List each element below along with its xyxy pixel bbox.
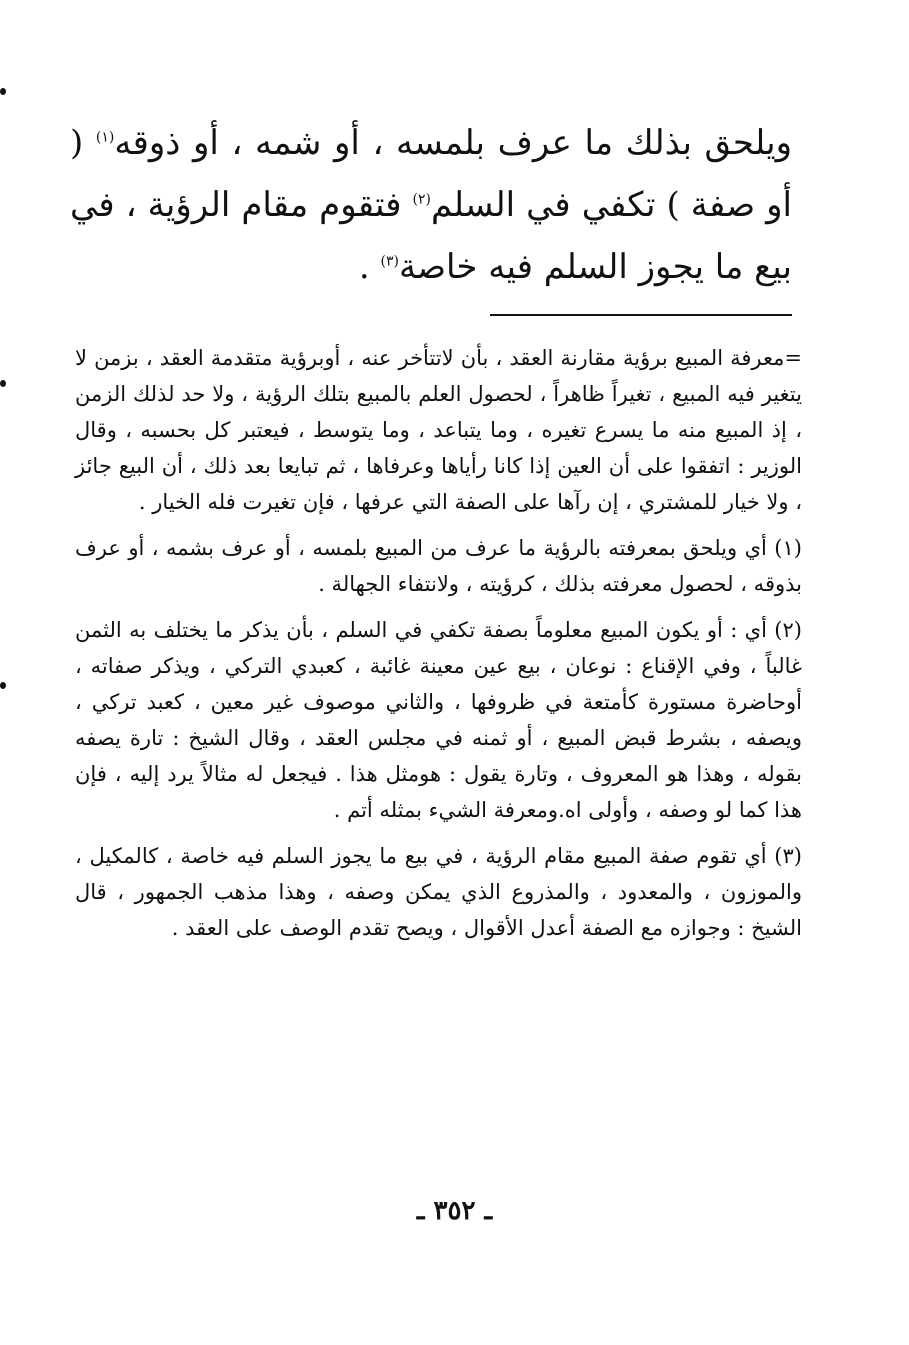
footnote-continuation: =معرفة المبيع برؤية مقارنة العقد ، بأن لاتتأخر عنه ، أوبرؤية متقدمة العقد ، بزمن لا يتغير فيه المبيع ، تغيراً ظاهراً ، لحصول العلم بالمبيع بتلك الرؤية ، ولا حد لذلك الزمن ، إذ المبيع منه ما يسرع تغيره ، وما يتباعد ، وما يتوسط ، فيعتبر كل بحسبه ، وقال الوزير : اتفقوا على أن العين إذا كانا رأياها وعرفاها ، ثم تبايعا بعد ذلك ، أن البيع جائز ، ولا خيار للمشتري ، إن رآها على الصفة التي عرفها ، فإن تغيرت فله الخيار . [75, 346, 802, 514]
footnote-ref-1: (١) [95, 129, 115, 146]
footnote-separator [490, 314, 792, 316]
footnote-3: (٣) أي تقوم صفة المبيع مقام الرؤية ، في بيع ما يجوز السلم فيه خاصة ، كالمكيل ، والموزون ، والمعدود ، والمذروع الذي يمكن وصفه ، وهذا مذهب الجمهور ، قال الشيخ : وجوازه مع الصفة أعدل الأقوال ، ويصح تقدم الوصف على العقد . [75, 844, 802, 940]
footnote-2: (٢) أي : أو يكون المبيع معلوماً بصفة تكفي في السلم ، بأن يذكر ما يختلف به الثمن غالباً ، وفي الإقناع : نوعان ، بيع عين معينة غائبة ، كعبدي التركي ، ويذكر صفاته ، أوحاضرة مستورة كأمتعة في ظروفها ، والثاني موصوف غير معين ، كعبد تركي ، ويصفه ، بشرط قبض المبيع ، أو ثمنه في مجلس العقد ، وقال الشيخ : تارة يصفه بقوله ، وهذا هو المعروف ، وتارة يقول : هومثل هذا . فيجعل له مثالاً يرد إليه ، فإن هذا كما لو وصفه ، وأولى اه.ومعرفة الشيء بمثله أتم . [75, 618, 802, 822]
margin-mark [0, 88, 6, 95]
margin-mark [0, 682, 6, 689]
page-number: ـ ٣٥٢ ـ [416, 1196, 493, 1226]
footnote-ref-2: (٢) [412, 191, 432, 208]
footnote-ref-3: (٣) [380, 253, 399, 270]
footnotes [75, 340, 802, 946]
margin-mark [0, 380, 6, 387]
main-paragraph: ويلحق بذلك ما عرف بلمسه ، أو شمه ، أو ذوقه$^{(١)}$ ( أو صفة ) تكفي في السلم$^{(٢)}$ فتقوم مقام الرؤية ، في بيع ما يجوز السلم فيه خاصة$^{(٣)}$ . [70, 123, 792, 287]
footnote-1: (١) أي ويلحق بمعرفته بالرؤية ما عرف من المبيع بلمسه ، أو عرف بشمه ، أو عرف بذوقه ، لحصول معرفته بذلك ، كرؤيته ، ولانتفاء الجهالة . [75, 536, 802, 596]
main-text [70, 112, 792, 298]
